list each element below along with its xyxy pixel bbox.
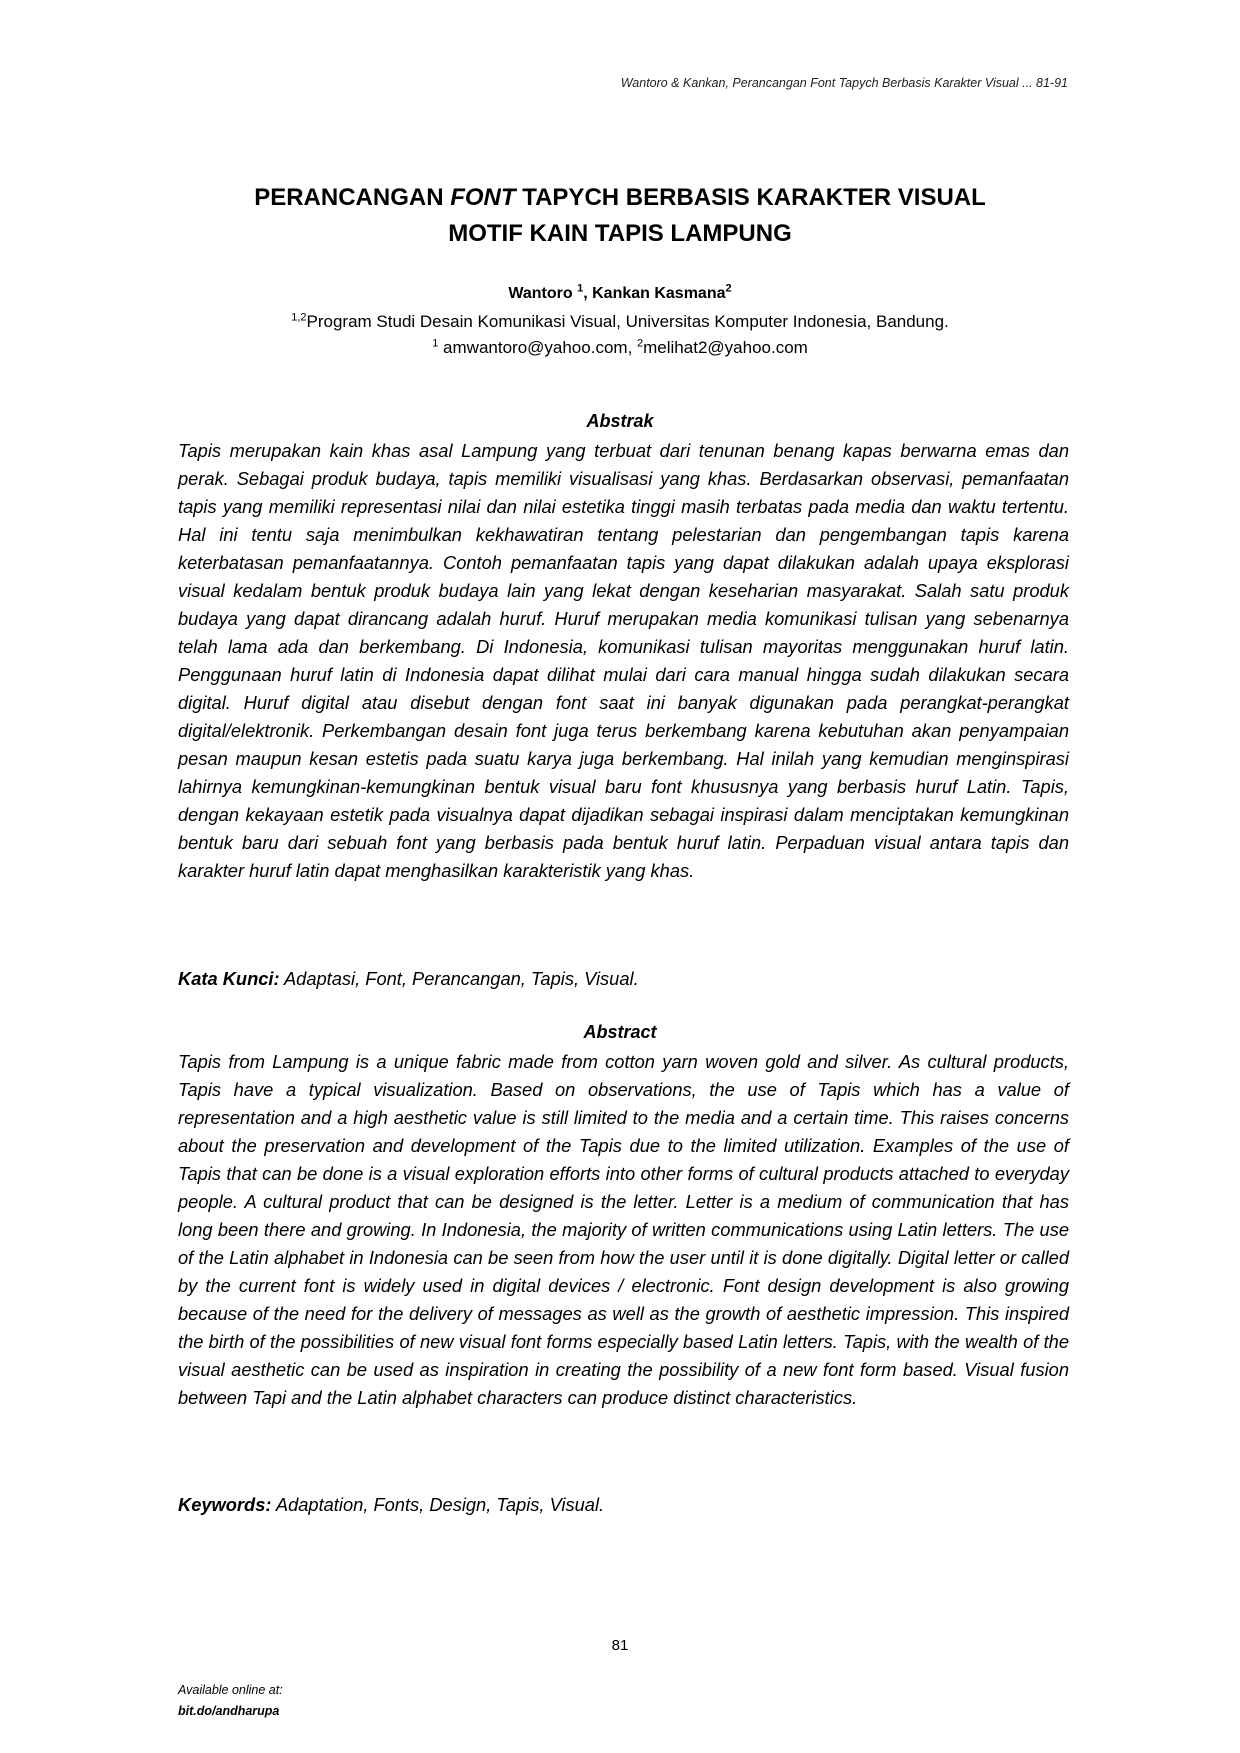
author-emails: $^1$ amwantoro@yahoo.com, $^2$melihat2@yahoo.com (432, 337, 808, 357)
author-1: Wantoro (508, 285, 573, 302)
footer (178, 1680, 283, 1722)
kata-kunci: Kata Kunci: Adaptasi, Font, Perancangan, Tapis, Visual. (178, 968, 639, 989)
running-head: Wantoro & Kankan, Perancangan Font Tapych Berbasis Karakter Visual ... 81-91 (620, 76, 1068, 90)
author-2: Kankan Kasmana (592, 285, 726, 302)
page-number: 81 (611, 1637, 629, 1654)
email-1: amwantoro@yahoo.com (443, 338, 628, 357)
title-line-2: MOTIF KAIN TAPIS LAMPUNG (448, 220, 792, 247)
author-list: Wantoro $^1$, Kankan Kasmana$^2$ (508, 282, 732, 302)
abstrak-body: Tapis merupakan kain khas asal Lampung yang terbuat dari tenunan benang kapas berwarna emas dan perak. Sebagai produk budaya, tapis memiliki visualisasi yang khas. Berdasarkan observasi, pemanfaatan tapis yang memiliki representasi nilai dan nilai estetika tinggi masih terbatas pada media dan waktu tertentu. Hal ini tentu saja menimbulkan kekhawatiran tentang pelestarian dan pengembangan tapis karena keterbatasan pemanfaatannya. Contoh pemanfaatan tapis yang dapat dilakukan adalah upaya eksplorasi visual kedalam bentuk produk budaya lain yang lekat dengan keseharian masyarakat. Salah satu produk budaya yang dapat dirancang adalah huruf. Huruf merupakan media komunikasi tulisan yang sebenarnya telah lama ada dan berkembang. Di Indonesia, komunikasi tulisan mayoritas menggunakan huruf latin. Penggunaan huruf latin di Indonesia dapat dilihat mulai dari cara manual hingga sudah dilakukan secara digital. Huruf digital atau disebut dengan font saat ini banyak digunakan pada perangkat-perangkat digital/elektronik. Perkembangan desain font juga terus berkembang karena kebutuhan akan penyampaian pesan maupun kesan estetis pada suatu karya juga berkembang. Hal inilah yang kemudian menginspirasi lahirnya kemungkinan-kemungkinan bentuk visual baru font khususnya yang berbasis huruf Latin. Tapis, dengan kekayaan estetik pada visualnya dapat dijadikan sebagai inspirasi dalam menciptakan kemungkinan bentuk baru dari sebuah font yang berbasis pada bentuk huruf latin. Perpaduan visual antara tapis dan karakter huruf latin dapat menghasilkan karakteristik yang khas. (178, 440, 1069, 881)
title-emphasis: FONT (450, 184, 516, 211)
keywords: Keywords: Adaptation, Fonts, Design, Tapis, Visual. (178, 1494, 605, 1515)
footer-url[interactable]: bit.do/andharupa (178, 1704, 280, 1718)
email-2: melihat2@yahoo.com (643, 338, 808, 357)
footer-availability: Available online at: (178, 1683, 283, 1697)
title-line-1: PERANCANGAN FONT TAPYCH BERBASIS KARAKTER VISUAL (254, 184, 986, 211)
affiliation: $^{1,2}$Program Studi Desain Komunikasi Visual, Universitas Komputer Indonesia, Bandung. (291, 311, 949, 331)
abstract-heading: Abstract (583, 1022, 657, 1042)
abstrak-heading: Abstrak (586, 411, 654, 431)
paper-title (0, 180, 1240, 252)
abstract-body: Tapis from Lampung is a unique fabric made from cotton yarn woven gold and silver. As cultural products, Tapis have a typical visualization. Based on observations, the use of Tapis which has a value of representation and a high aesthetic value is still limited to the media and a certain time. This raises concerns about the preservation and development of the Tapis due to the limited utilization. Examples of the use of Tapis that can be done is a visual exploration efforts into other forms of cultural products attached to everyday people. A cultural product that can be designed is the letter. Letter is a medium of communication that has long been there and growing. In Indonesia, the majority of written communications using Latin letters. The use of the Latin alphabet in Indonesia can be seen from how the user until it is done digitally. Digital letter or called by the current font is widely used in digital devices / electronic. Font design development is also growing because of the need for the delivery of messages as well as the growth of aesthetic impression. This inspired the birth of the possibilities of new visual font forms especially based Latin letters. Tapis, with the wealth of the visual aesthetic can be used as inspiration in creating the possibility of a new font form based. Visual fusion between Tapi and the Latin alphabet characters can produce distinct characteristics. (178, 1051, 1069, 1408)
